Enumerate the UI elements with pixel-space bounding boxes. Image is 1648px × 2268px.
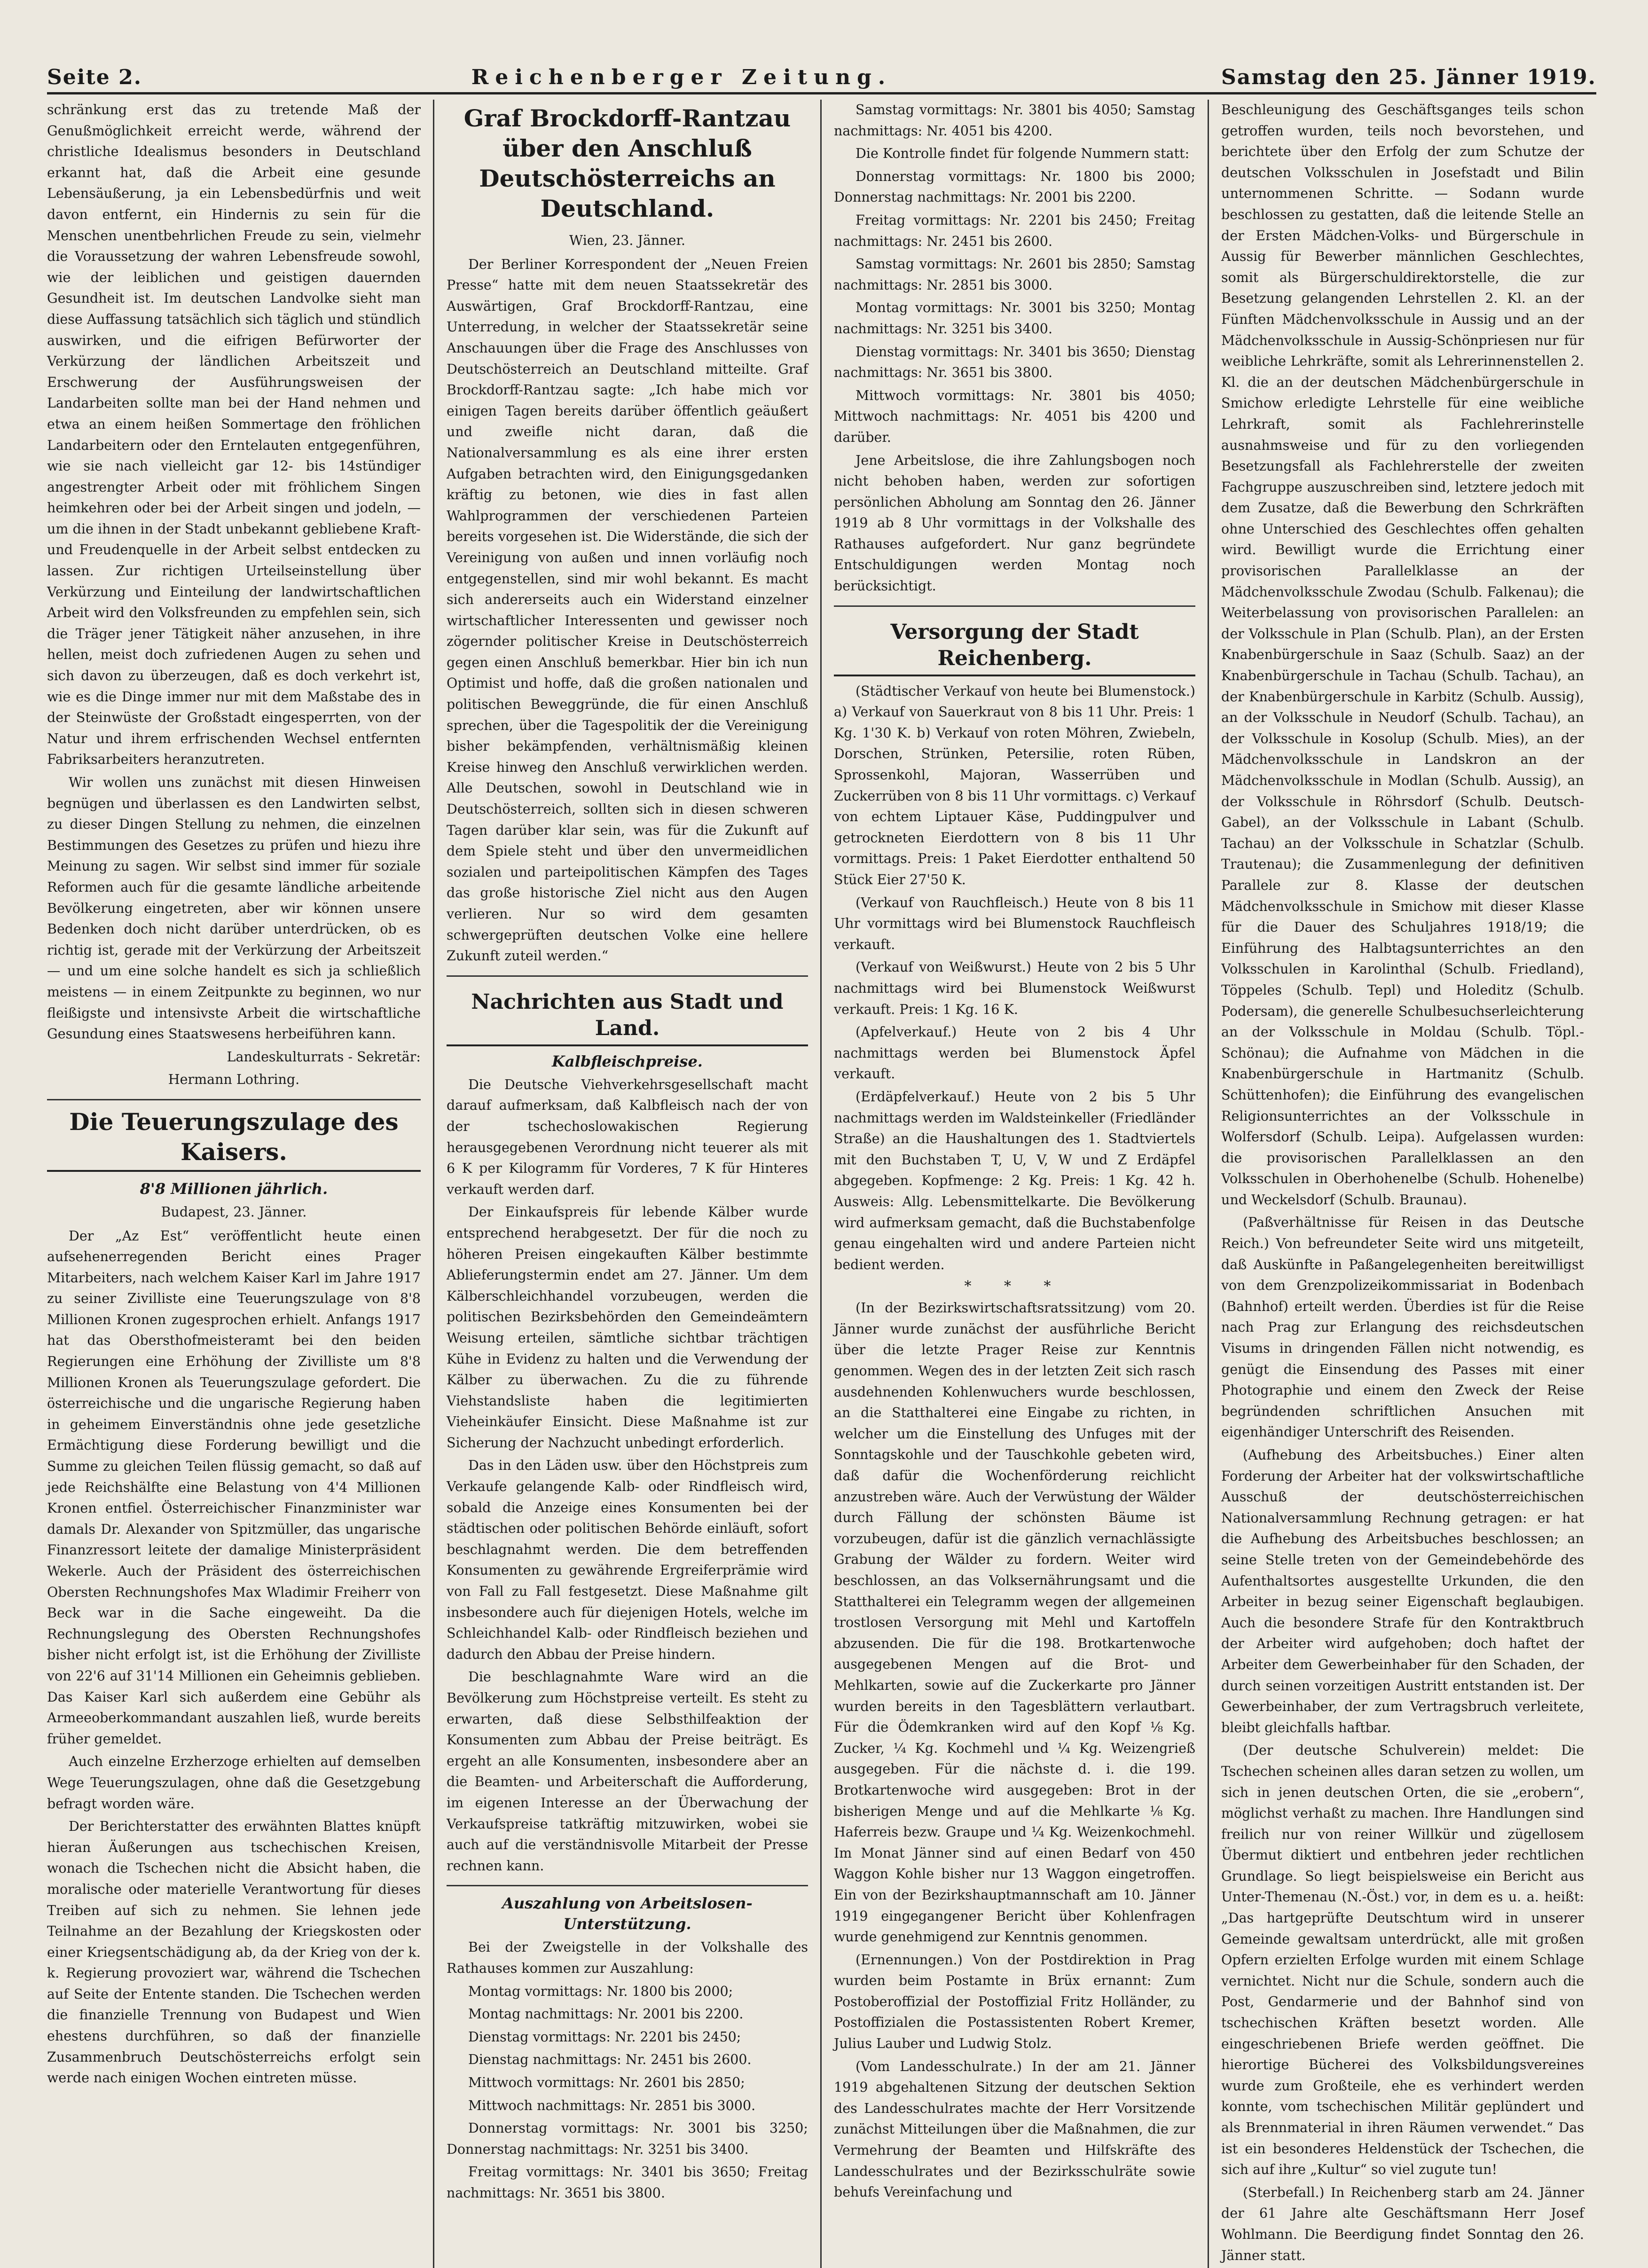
column-2: [434, 100, 822, 2268]
article-subtitle: 8'8 Millionen jährlich.: [140, 1179, 328, 1198]
subsection-title: Auszahlung von Arbeitslosen-Unterstützung.: [502, 1894, 753, 1933]
paragraph: Das in den Läden usw. über den Höchstpreis zum Verkaufe gelangende Kalb- oder Rindfleisch wird, sobald die Anzeige eines Konsumenten bei der städtischen oder politischen Behörde einläuft, sofort beschlagnahmt werden. Die dem betreffenden Konsumenten zu gewährende Ergreiferprämie wird von Fall zu Fall festgesetzt. Diese Maßnahme gilt insbesondere auch für diejenigen Hotels, welche im Schleichhandel Kalb- oder Rindfleisch beziehen und dadurch den Abbau der Preise hindern.: [447, 1458, 808, 1662]
paragraph: Der Einkaufspreis für lebende Kälber wurde entsprechend herabgesetzt. Der für die noch zu höheren Preisen eingekauften Kälber bestimmte Ablieferungstermin endet am 27. Jänner. Um dem Kälberschleichhandel vorzubeugen, werden die politischen Bezirksbehörden den Gemeindeämtern Weisung erteilen, sämtliche sichtbar trächtigen Kühe in Evidenz zu halten und die Verwendung der Kälber zu überwachen. Zu die zu führende Viehstandsliste haben die legitimierten Vieheinkäufer Einsicht. Diese Maßnahme ist zur Sicherung der Nachzucht unbedingt erforderlich.: [447, 1204, 808, 1451]
paragraph: (Erdäpfelverkauf.) Heute von 2 bis 5 Uhr nachmittags werden im Waldsteinkeller (Friedländer Straße) an die Haushaltungen des 1. Stadtviertels mit den Buchstaben T, U, V, W und Z Erdäpfel abgegeben. Kopfmenge: 2 Kg. Preis: 1 Kg. 42 h. Ausweis: Allg. Lebensmittelkarte. Die Bevölkerung wird aufmerksam gemacht, daß die Buchstabenfolge genau eingehalten wird und andere Parteien nicht bedient werden.: [834, 1089, 1195, 1272]
paragraph: Der Berichterstatter des erwähnten Blattes knüpft hieran Äußerungen aus tschechischen Kreisen, wonach die Tschechen nicht die Absicht haben, die moralische oder materielle Verantwortung für dieses Treiben auf sich zu nehmen. Sie lehnen jede Teilnahme an der Bezahlung der Kriegskosten oder einer Kriegsentschädigung ab, da der Krieg von der k. k. Regierung provoziert war, während die Tschechen auf Seite der Entente standen. Die Tschechen werden die finanzielle Trennung von Budapest und Wien ehestens durchführen, so daß der finanzielle Zusammenbruch Deutschösterreichs erfolgt sein werde nach einigen Wochen eintreten müsse.: [47, 1819, 421, 2086]
list-item: Montag vormittags: Nr. 1800 bis 2000;: [468, 1983, 733, 1999]
subsection-title: Kalbfleischpreise.: [552, 1052, 703, 1070]
list-item: Dienstag vormittags: Nr. 3401 bis 3650; Dienstag nachmittags: Nr. 3651 bis 3800.: [834, 344, 1195, 381]
section-title: Nachrichten aus Stadt und Land.: [447, 989, 808, 1046]
paragraph: Der „Az Est“ veröffentlicht heute einen aufsehenerregenden Bericht eines Prager Mitarbeiters, nach welchem Kaiser Karl im Jahre 1917 zu seiner Zivilliste eine Teuerungszulage von 8'8 Millionen Kronen zugesprochen erhielt. Anfangs 1917 hat das Obersthofmeisteramt bei den beiden Regierungen eine Erhöhung der Zivilliste um 8'8 Millionen Kronen als Teuerungszulage gefordert. Die österreichische und die ungarische Regierung haben in geheimem Einverständnis ohne jede gesetzliche Ermächtigung diese Forderung bewilligt und die Summe zu gleichen Teilen flüssig gemacht, so daß auf jede Reichshälfte eine Belastung von 4'4 Millionen Kronen entfiel. Österreichischer Finanzminister war damals Dr. Alexander von Spitzmüller, das ungarische Finanzressort leitete der damalige Ministerpräsident Wekerle. Auch der Präsident des österreichischen Obersten Rechnungshofes Max Wladimir Freiherr von Beck war in die Sache eingeweiht. Da die Rechnungslegung des Obersten Rechnungshofes bisher nicht erfolgt ist, ist die Erhöhung der Zivilliste von 22'6 auf 31'14 Millionen ein Geheimnis geblieben. Das Kaiser Karl sich außerdem eine Gebühr als Armeeoberkommandant auszahlen ließ, wurde bereits früher gemeldet.: [47, 1228, 421, 1747]
newspaper-title: Reichenberger Zeitung.: [471, 65, 892, 89]
column-1: [47, 100, 434, 2268]
paragraph: Wir wollen uns zunächst mit diesen Hinweisen begnügen und überlassen es den Landwirten selbst, zu dieser Dingen Stellung zu nehmen, die einzelnen Bestimmungen des Gesetzes zu prüfen und hiezu ihre Meinung zu sagen. Wir selbst sind immer für soziale Reformen auch für die gesamte ländliche arbeitende Bevölkerung eingetreten, aber wir können unsere Bedenken doch nicht darüber unterdrücken, ob es richtig ist, gerade mit der Verkürzung der Arbeitszeit — und um eine solche handelt es sich ja schließlich meistens — in einem Zeitpunkte zu beginnen, wo nur fleißigste und intensivste Arbeit die wirtschaftliche Gesundung eines Staatswesens herbeiführen kann.: [47, 775, 421, 1042]
list-item: Dienstag nachmittags: Nr. 2451 bis 2600.: [468, 2052, 752, 2068]
issue-date: Samstag den 25. Jänner 1919.: [1221, 65, 1596, 89]
columns: [47, 100, 1596, 2263]
dateline: Budapest, 23. Jänner.: [161, 1204, 307, 1220]
separator: [447, 975, 808, 977]
paragraph: (Vom Landesschulrate.) In der am 21. Jänner 1919 abgehaltenen Sitzung der deutschen Sektion des Landesschulrates machte der Herr Vorsitzende zunächst Mitteilungen über die Maßnahmen, die zur Vermehrung der Beamten und Hilfskräfte des Landesschulrates und der Bezirksschulräte sowie behufs Vereinfachung und: [834, 2058, 1195, 2200]
paragraph: (Verkauf von Weißwurst.) Heute von 2 bis 5 Uhr nachmittags wird bei Blumenstock Weißwurst verkauft. Preis: 1 Kg. 16 K.: [834, 959, 1195, 1017]
column-4: [1209, 100, 1596, 2268]
paragraph: (Ernennungen.) Von der Postdirektion in Prag wurden beim Postamte in Brüx ernannt: Zum Postoberoffizial der Postoffizial Fritz Holländer, zu Postoffizialen die Postassistenten Robert Kremer, Julius Lauber und Ludwig Stolz.: [834, 1952, 1195, 2052]
paragraph: Die beschlagnahmte Ware wird an die Bevölkerung zum Höchstpreise verteilt. Es steht zu erwarten, daß diese Selbsthilfeaktion der Konsumenten zum Abbau der Preise beiträgt. Es ergeht an alle Konsumenten, insbesondere aber an die Beamten- und Arbeiterschaft die Aufforderung, im eigenen Interesse an der Überwachung der Verkaufspreise tatkräftig mitzuwirken, wobei sie auch auf die verständnisvolle Mitarbeit der Presse rechnen kann.: [447, 1669, 808, 1874]
article-title: Die Teuerungszulage des Kaisers.: [47, 1107, 421, 1172]
signature-title: Landeskulturrats - Sekretär:: [227, 1049, 421, 1065]
star-separator: * * *: [964, 1278, 1065, 1295]
paragraph: Bei der Zweigstelle in der Volkshalle des Rathauses kommen zur Auszahlung:: [447, 1939, 808, 1976]
paragraph: (Städtischer Verkauf von heute bei Blumenstock.) a) Verkauf von Sauerkraut von 8 bis 11 Uhr. Preis: 1 Kg. 1'30 K. b) Verkauf von roten Möhren, Zwiebeln, Dorschen, Strünken, Petersilie, roten Rüben, Sprossenkohl, Majoran, Wasserrüben und Zuckerrüben von 8 bis 11 Uhr vormittags. c) Verkauf von echtem Liptauer Käse, Puddingpulver und getrockneten Eierdottern von 8 bis 11 Uhr vormittags. Preis: 1 Paket Eierdotter enthaltend 50 Stück Eier 27'50 K.: [834, 683, 1195, 887]
list-item: Samstag vormittags: Nr. 2601 bis 2850; Samstag nachmittags: Nr. 2851 bis 3000.: [834, 256, 1195, 293]
paragraph: Der Berliner Korrespondent der „Neuen Freien Presse“ hatte mit dem neuen Staatssekretär des Auswärtigen, Graf Brockdorff-Rantzau, eine Unterredung, in welcher der Staatssekretär seine Anschauungen über die Frage des Anschlusses von Deutschösterreich an Deutschland mitteilte. Graf Brockdorff-Rantzau sagte: „Ich habe mich vor einigen Tagen bereits darüber öffentlich geäußert und zweifle nicht daran, daß die Nationalversammlung es als eine ihrer ersten Aufgaben betrachten wird, den Einigungsgedanken kräftig zu betonen, wie dies in fast allen Wahlprogrammen der verschiedenen Parteien bereits vorgesehen ist. Die Widerstände, die sich der Vereinigung von außen und innen vorläufig noch entgegenstellen, sind mir wohl bekannt. Es macht sich andererseits auch ein Widerstand einzelner wirtschaftlicher Interessenten und gewisser noch zögernder politischer Kreise in Deutschösterreich gegen einen Anschluß bemerkbar. Hier bin ich nun Optimist und hoffe, daß die großen nationalen und politischen Beweggründe, die für einen Anschluß sprechen, über die Tagespolitik der die Vereinigung bisher bekämpfenden, verhältnismäßig kleinen Kreise hinweg den Anschluß verwirklichen werden. Alle Deutschen, sowohl in Deutschland wie in Deutschösterreich, sollten sich in diesen schweren Tagen darüber klar sein, was für die Zukunft auf dem Spiele steht und über den unvermeidlichen sozialen und parteipolitischen Kämpfen des Tages das große historische Ziel nicht aus den Augen verlieren. Nur so wird dem gesamten schwergeprüften deutschen Volke eine hellere Zukunft zuteil werden.“: [447, 256, 808, 964]
list-item: Donnerstag vormittags: Nr. 3001 bis 3250; Donnerstag nachmittags: Nr. 3251 bis 3400.: [447, 2120, 808, 2157]
list-item: Freitag vormittags: Nr. 3401 bis 3650; Freitag nachmittags: Nr. 3651 bis 3800.: [447, 2164, 808, 2201]
list-item: Dienstag vormittags: Nr. 2201 bis 2450;: [468, 2029, 741, 2045]
list-item: Mittwoch vormittags: Nr. 2601 bis 2850;: [468, 2074, 745, 2090]
paragraph: (Verkauf von Rauchfleisch.) Heute von 8 bis 11 Uhr vormittags wird bei Blumenstock Rauchfleisch verkauft.: [834, 895, 1195, 952]
article-title: Graf Brockdorff-Rantzau über den Anschluß Deutschösterreichs an Deutschland.: [463, 104, 791, 222]
column-3: [822, 100, 1209, 2268]
paragraph: schränkung erst das zu tretende Maß der Genußmöglichkeit erreicht werde, während der christliche Idealismus besonders in Deutschland erkannt hat, daß die Arbeit eine gesunde Lebensäußerung, ja ein Lebensbedürfnis und weit davon entfernt, ein Hindernis zu sein für die Menschen unentbehrlichen Freude zu sein, vielmehr die Voraussetzung der wahren Lebensfreude sowohl, wie der leiblichen und geistigen dauernden Gesundheit ist. Im deutschen Landvolke sieht man diese Auffassung tatsächlich sich täglich und stündlich auswirken, und die eifrigen Befürworter der Verkürzung der ländlichen Arbeitszeit und Erschwerung der Ausführungsweisen der Landarbeiten sollte man bei der Hand nehmen und etwa an einem heißen Sommertage den fröhlichen Landarbeitern oder den Erntelauten entgegenführen, wie sie nach vielleicht gar 12- bis 14stündiger angestrengter Arbeit oder mit fröhlichem Singen heimkehren oder bei der Arbeit singen und jodeln, — um die ihnen in der Stadt unbekannt gebliebene Kraft- und Freudenquelle in der Arbeit selbst entdecken zu lassen. Zur richtigen Urteilseinstellung über Verkürzung und Einteilung der landwirtschaftlichen Arbeit wird den Volksfreunden zu empfehlen sein, sich die Träger jener Tätigkeit näher anzusehen, in ihre hellen, meist doch zufriedenen Augen zu sehen und sich davon zu überzeugen, daß es doch verkehrt ist, wie es die Dinge immer nur mit dem Maßstabe des in der Steinwüste der Großstadt eingesperrten, von der Natur und ihrem erfrischenden Wechsel entfernten Fabriksarbeiters heranzutreten.: [47, 102, 421, 768]
list-item: Mittwoch vormittags: Nr. 3801 bis 4050; Mittwoch nachmittags: Nr. 4051 bis 4200 und darüber.: [834, 387, 1195, 445]
list-item: Mittwoch nachmittags: Nr. 2851 bis 3000.: [468, 2097, 756, 2113]
separator: [47, 1099, 421, 1100]
page-header: [47, 56, 1596, 89]
paragraph: Jene Arbeitslose, die ihre Zahlungsbogen noch nicht behoben haben, werden zur sofortigen persönlichen Abholung am Sonntag den 26. Jänner 1919 ab 8 Uhr vormittags in der Volkshalle des Rathauses aufgefordert. Nur ganz begründete Entschuldigungen werden Montag noch berücksichtigt.: [834, 452, 1195, 594]
paragraph: (Apfelverkauf.) Heute von 2 bis 4 Uhr nachmittags werden bei Blumenstock Äpfel verkauft.: [834, 1024, 1195, 1082]
section-title: Versorgung der Stadt Reichenberg.: [834, 619, 1195, 676]
list-item: Montag vormittags: Nr. 3001 bis 3250; Montag nachmittags: Nr. 3251 bis 3400.: [834, 300, 1195, 337]
header-rule: [47, 92, 1596, 94]
separator: [834, 605, 1195, 607]
list-item: Die Kontrolle findet für folgende Nummern statt:: [855, 146, 1190, 162]
paragraph: (In der Bezirkswirtschaftsratssitzung) vom 20. Jänner wurde zunächst der ausführliche Bericht über die letzte Prager Reise zur Kenntnis genommen. Wegen des in der letzten Zeit sich rasch ausdehnenden Kohlenwuchers wurde beschlossen, an die Statthalterei eine Eingabe zu richten, in welcher um die Einstellung des Unfuges mit der Sonntagskohle und der Tauschkohle gebeten wird, daß dafür die Wochenförderung reichlicht anzustreben wäre. Auch der Verwüstung der Wälder durch Fällung der schönsten Bäume ist vorzubeugen, dafür ist die gänzlich vernachlässigte Grabung der Wälder zu fordern. Weiter wird beschlossen, an das Volksernährungsamt und die Statthalterei ein Telegramm wegen der allgemeinen trostlosen Versorgung mit Mehl und Kartoffeln abzusenden. Die für die 198. Brotkartenwoche ausgegebenen Mengen auf die Brot- und Mehlkarten, sowie auf die Zuckerkarte pro Jänner wurden bereits in den Tagesblättern verlautbart. Für die Ödemkranken wird auf den Kopf ⅛ Kg. Zucker, ¼ Kg. Kochmehl und ¼ Kg. Weizengrieß ausgegeben. Für die nächste d. i. die 199. Brotkartenwoche wird ausgegeben: Brot in der bisherigen Menge und auf die Mehlkarte ⅛ Kg. Haferreis bezw. Graupe und ¼ Kg. Weizenkochmehl. Im Monat Jänner sind auf einen Bedarf von 450 Waggon Kohle bisher nur 13 Waggon eingetroffen. Ein von der Bezirkshauptmannschaft am 10. Jänner 1919 eingegangener Bericht über Kohlenfragen wurde genehmigend zur Kenntnis genommen.: [834, 1300, 1195, 1945]
paragraph: (Paßverhältnisse für Reisen in das Deutsche Reich.) Von befreundeter Seite wird uns mitgeteilt, daß Auskünfte in Paßangelegenheiten bereitwilligst von dem Grenzpolizeikommissariat in Bodenbach (Bahnhof) erteilt werden. Überdies ist für die Reise nach Prag zur Erlangung des reichsdeutschen Visums in dringenden Fällen nicht notwendig, es genügt die Einsendung des Passes mit einer Photographie und einem den Zweck der Reise begründenden schriftlichen Ansuchen mit eigenhändiger Unterschrift des Reisenden.: [1221, 1215, 1584, 1440]
list-item: Samstag vormittags: Nr. 3801 bis 4050; Samstag nachmittags: Nr. 4051 bis 4200.: [834, 102, 1195, 139]
paragraph: Beschleunigung des Geschäftsganges teils schon getroffen wurden, teils noch bevorstehen, und berichtete über den Erfolg der zum Schutze der deutschen Volksschulen in Josefstadt und Bilin unternommenen Schritte. — Sodann wurde beschlossen zu gestatten, daß die leitende Stelle an der Ersten Mädchen-Volks- und Bürgerschule in Aussig für Bewerber männlichen Geschlechtes, somit als Bürgerschuldirektorstelle, die zur Besetzung gelangenden Lehrstellen 2. Kl. an der Fünften Mädchenvolksschule in Aussig und an der Mädchenvolksschule in Aussig-Schönpriesen nur für weibliche Lehrkräfte, somit als Lehrerinnenstellen 2. Kl. die an der deutschen Mädchenbürgerschule in Smichow erledigte Lehrstelle für eine weibliche Lehrkraft, somit als Fachlehrerinstelle ausnahmsweise und für zu den vorliegenden Besetzungsfall als Fachlehrerstelle der zweiten Fachgruppe auszuschreiben sind, letztere jedoch mit dem Zusatze, daß die Bewerbung den Schrkräften ohne Unterschied des Geschlechtes offen gehalten wird. Bewilligt wurde die Errichtung einer provisorischen Parallelklasse an der Mädchenvolksschule Zwodau (Schulb. Falkenau); die Weiterbelassung von provisorischen Parallelen: an der Volksschule in Plan (Schulb. Plan), an der Ersten Knabenbürgerschule in Saaz (Schulb. Saaz) an der Knabenbürgerschule in Tachau (Schulb. Tachau), an der Knabenbürgerschule in Karbitz (Schulb. Aussig), an der Volksschule in Neudorf (Schulb. Tachau), an der Volksschule in Kosolup (Schulb. Mies), an der Mädchenvolksschule in Landskron an der Mädchenvolksschule in Modlan (Schulb. Aussig), an der Volksschule in Röhrsdorf (Schulb. Deutsch-Gabel), an der Volksschule in Labant (Schulb. Tachau) an der Volksschule in Schatzlar (Schulb. Trautenau); die Zusammenlegung der definitiven Parallele zur 8. Klasse der deutschen Mädchenvolksschule in Smichow mit dieser Klasse für die Dauer des Schuljahres 1918/19; die Einführung des Halbtagsunterrichtes an den Volksschulen in Karolinthal (Schulb. Friedland), Töppeles (Schulb. Tepl) und Holeditz (Schulb. Podersam), die generelle Schulbesuchserleichterung an der Volksschule in Moldau (Schulb. Töpl.-Schönau); die Aufnahme von Mädchen in die Knabenbürgerschule in Hartmanitz (Schulb. Schüttenhofen); die Einführung des evangelischen Religionsunterrichtes an der Volksschule in Wolfersdorf (Schulb. Leipa). Aufgelassen wurden: die provisorischen Parallelklassen an den Volksschulen in Oberhohenelbe (Schulb. Hohenelbe) und Weckelsdorf (Schulb. Braunau).: [1221, 102, 1584, 1208]
paragraph: (Sterbefall.) In Reichenberg starb am 24. Jänner der 61 Jahre alte Geschäftsmann Herr Josef Wohlmann. Die Beerdigung findet Sonntag den 26. Jänner statt.: [1221, 2184, 1584, 2263]
list-item: Freitag vormittags: Nr. 2201 bis 2450; Freitag nachmittags: Nr. 2451 bis 2600.: [834, 212, 1195, 249]
dateline: Wien, 23. Jänner.: [569, 233, 686, 248]
paragraph: Die Deutsche Viehverkehrsgesellschaft macht darauf aufmerksam, daß Kalbfleisch nach der von der tschechoslowakischen Regierung herausgegebenen Verordnung nicht teuerer als mit 6 K per Kilogramm für Vorderes, 7 K für Hinteres verkauft werden darf.: [447, 1076, 808, 1197]
list-item: Montag nachmittags: Nr. 2001 bis 2200.: [468, 2006, 744, 2022]
paragraph: Auch einzelne Erzherzoge erhielten auf demselben Wege Teuerungszulagen, ohne daß die Gesetzgebung befragt worden wäre.: [47, 1754, 421, 1812]
signature-name: Hermann Lothring.: [168, 1072, 300, 1088]
paragraph: (Der deutsche Schulverein) meldet: Die Tschechen scheinen alles daran setzen zu wollen, um sich in jenen deutschen Orten, die sie „erobern“, möglichst verhaßt zu machen. Ihre Handlungen sind freilich nur von reiner Willkür und zügellosem Übermut diktiert und entbehren jeder rechtlichen Grundlage. So liegt beispielsweise ein Bericht aus Unter-Themenau (N.-Öst.) vor, in dem es u. a. heißt: „Das hartgeprüfte Deutschtum wird in unserer Gemeinde gewaltsam unterdrückt, alle mit großen Opfern erzielten Erfolge wurden mit einem Schlage vernichtet. Nicht nur die Schule, sondern auch die Post, Gendarmerie und der Bahnhof sind von tschechischen Kräften besetzt worden. Alle eingeschriebenen Briefe werden geöffnet. Die hierortige Bücherei des Volksbildungsvereines wurde zum Großteile, ehe es verhindert werden konnte, vom tschechischen Militär geplündert und als Brennmaterial in ihren Räumen verwendet.“ Das ist ein besonderes Heldenstück der Tschechen, die sich auf ihre „Kultur“ so viel zugute tun!: [1221, 1742, 1584, 2178]
page-number: Seite 2.: [47, 65, 142, 89]
paragraph: (Aufhebung des Arbeitsbuches.) Einer alten Forderung der Arbeiter hat der volkswirtschaftliche Ausschuß der deutschösterreichischen Nationalversammlung Rechnung getragen: er hat die Aufhebung des Arbeitsbuches beschlossen; an seine Stelle treten von der Gemeindebehörde des Aufenthaltsortes ausgestellte Urkunden, die den Arbeiter in bezug seiner Eigenschaft beglaubigen. Auch die besondere Strafe für den Kontraktbruch der Arbeiter wird aufgehoben; doch haftet der Arbeiter dem Gewerbeinhaber für den Schaden, der durch seinen vorzeitigen Austritt entstanden ist. Der Gewerbeinhaber, der zum Vertragsbruch verleitete, bleibt gleichfalls haftbar.: [1221, 1447, 1584, 1735]
list-item: Donnerstag vormittags: Nr. 1800 bis 2000; Donnerstag nachmittags: Nr. 2001 bis 2200.: [834, 168, 1195, 205]
separator: [447, 1885, 808, 1886]
